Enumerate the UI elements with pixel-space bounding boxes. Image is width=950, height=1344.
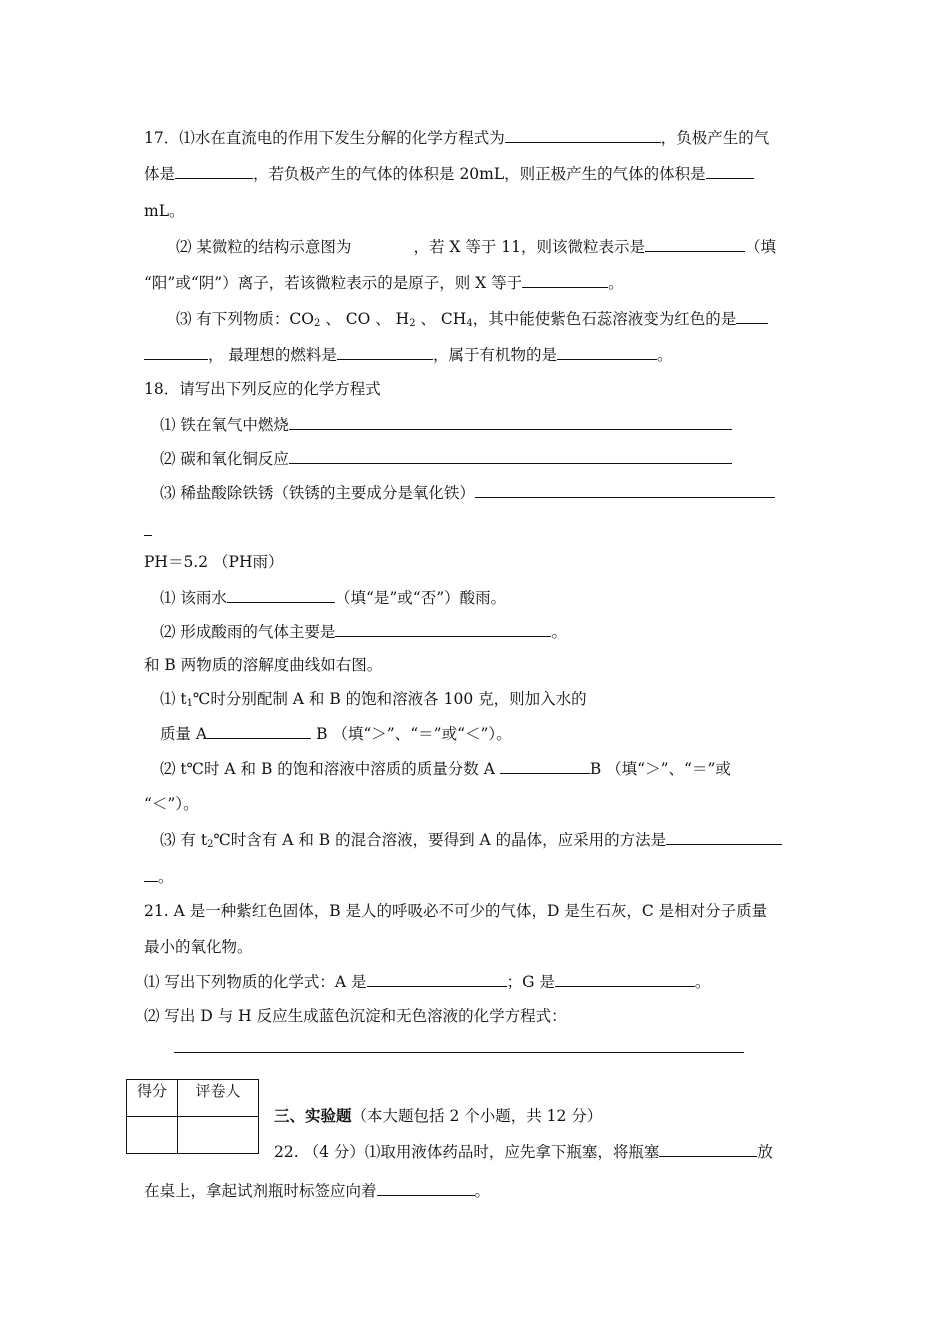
q17-text: mL。 — [144, 202, 185, 220]
subscript: 2 — [314, 318, 321, 329]
q17-text: 。 — [608, 274, 624, 292]
q20-item-1b — [160, 723, 512, 744]
score-table — [126, 1079, 259, 1154]
q19-item-1 — [160, 587, 506, 608]
q21-text: ⑴ 写出下列物质的化学式：A 是 — [144, 973, 367, 991]
answer-blank[interactable] — [289, 414, 732, 430]
q19-item-2 — [160, 621, 567, 642]
q21-line-1: 21. A 是一种紫红色固体，B 是人的呼吸必不可少的气体，D 是生石灰，C 是相对分子质量 — [144, 902, 768, 920]
q17-text: 体是 — [144, 165, 176, 183]
q17-line-1 — [144, 127, 769, 148]
answer-blank[interactable] — [522, 272, 608, 288]
answer-blank[interactable] — [337, 344, 433, 360]
answer-blank[interactable] — [666, 829, 782, 845]
q22-text: 22. （4 分）⑴取用液体药品时，应先拿下瓶塞，将瓶塞 — [274, 1143, 660, 1161]
q21-line-2: 最小的氧化物。 — [144, 938, 253, 956]
answer-blank[interactable] — [645, 236, 745, 252]
q18-overflow — [144, 520, 152, 541]
q17-text: ⑵ 某微粒的结构示意图为 — [176, 238, 352, 256]
q22-text: 在桌上，拿起试剂瓶时标签应向着 — [144, 1182, 377, 1200]
q22-line-1 — [274, 1141, 773, 1162]
q20-text: B （填“＞”、“＝”或 — [589, 760, 731, 778]
q19-text: ⑴ 该雨水 — [160, 589, 227, 607]
q17-line-6 — [176, 308, 768, 334]
q19-text: 。 — [551, 623, 567, 641]
q20-item-3 — [160, 829, 782, 855]
q20-text: 。 — [158, 868, 174, 886]
q17-text: “阳”或“阴”）离子，若该微粒表示的是原子，则 X 等于 — [144, 274, 523, 292]
answer-blank[interactable] — [505, 127, 661, 143]
q18-text: ⑵ 碳和氧化铜反应 — [160, 450, 289, 468]
q20-item-1 — [160, 689, 587, 714]
q17-text: ⑶ 有下列物质：CO — [176, 310, 314, 328]
answer-blank[interactable] — [335, 621, 551, 637]
grader-header: 评卷人 — [178, 1080, 259, 1117]
answer-blank[interactable] — [736, 308, 768, 324]
q20-text: ℃时含有 A 和 B 的混合溶液，要得到 A 的晶体，应采用的方法是 — [213, 831, 667, 849]
q17-text: ，若负极产生的气体的体积是 20mL，则正极产生的气体的体积是 — [253, 165, 706, 183]
answer-line[interactable] — [174, 1052, 744, 1053]
q18-text: ⑶ 稀盐酸除铁锈（铁锈的主要成分是氧化铁） — [160, 484, 475, 502]
answer-blank[interactable] — [555, 971, 695, 987]
q19-text: ⑵ 形成酸雨的气体主要是 — [160, 623, 336, 641]
q20-head: 和 B 两物质的溶解度曲线如右图。 — [144, 656, 383, 674]
subscript: 4 — [466, 318, 473, 329]
q20-text: B （填“＞”、“＝”或“＜”）。 — [316, 725, 512, 743]
q17-line-7 — [144, 344, 672, 365]
q17-line-3 — [144, 201, 185, 221]
q18-item-2 — [160, 448, 732, 469]
q20-text: ℃时分别配制 A 和 B 的饱和溶液各 100 克，则加入水的 — [193, 690, 587, 708]
answer-blank[interactable] — [227, 587, 335, 603]
q17-line-5 — [144, 272, 624, 293]
q17-text: ，若 X 等于 11，则该微粒表示是 — [413, 238, 645, 256]
answer-blank[interactable] — [144, 344, 208, 360]
score-header: 得分 — [127, 1080, 178, 1117]
section3-title: 三、实验题 — [274, 1106, 352, 1125]
q17-line-4 — [176, 236, 776, 257]
subscript: 2 — [409, 318, 416, 329]
q18-text: ⑴ 铁在氧气中燃烧 — [160, 416, 289, 434]
q20-text: ⑴ t — [160, 690, 187, 708]
q20-text: 质量 A — [160, 725, 208, 743]
q18-item-1 — [160, 414, 732, 435]
q22-text: 放 — [757, 1143, 773, 1161]
q17-text: 17．⑴水在直流电的作用下发生分解的化学方程式为 — [144, 129, 505, 147]
q19-text: （填“是”或“否”）酸雨。 — [334, 589, 507, 607]
q21-item-2: ⑵ 写出 D 与 H 反应生成蓝色沉淀和无色溶液的化学方程式： — [144, 1007, 567, 1025]
subscript: 2 — [207, 839, 214, 850]
q22-line-2 — [144, 1180, 490, 1201]
section3-note: （本大题包括 2 个小题，共 12 分） — [351, 1107, 603, 1125]
q17-text: （填 — [744, 238, 776, 256]
q17-text: 。 — [656, 346, 673, 364]
q21-text: 。 — [694, 973, 711, 991]
q21-text: ；G 是 — [506, 973, 555, 991]
answer-blank[interactable] — [706, 163, 754, 179]
answer-blank[interactable] — [500, 758, 590, 774]
subscript: 1 — [186, 698, 194, 709]
q17-text: 、 CO 、 H — [325, 310, 410, 328]
q20-item-2b: “＜”）。 — [144, 795, 199, 813]
q21-item-1 — [144, 971, 710, 992]
q17-text: ，属于有机物的是 — [432, 346, 557, 364]
answer-blank[interactable] — [175, 163, 253, 179]
q22-text: 。 — [474, 1182, 491, 1200]
q17-line-2 — [144, 163, 754, 184]
q17-text: 、 CH — [420, 310, 467, 328]
section3-heading — [274, 1106, 602, 1126]
answer-blank[interactable] — [557, 344, 657, 360]
q19-head: PH＝5.2 （PH雨） — [144, 553, 284, 571]
answer-blank[interactable] — [289, 448, 732, 464]
answer-blank[interactable] — [659, 1141, 757, 1157]
answer-blank[interactable] — [144, 866, 158, 882]
q17-text: ，负极产生的气 — [660, 129, 770, 147]
grader-cell[interactable] — [178, 1117, 259, 1154]
answer-blank[interactable] — [475, 482, 775, 498]
q18-title: 18．请写出下列反应的化学方程式 — [144, 380, 381, 398]
q20-text: ⑵ t℃时 A 和 B 的饱和溶液中溶质的质量分数 A — [160, 760, 495, 778]
answer-blank[interactable] — [377, 1180, 475, 1196]
q20-item-3b — [144, 866, 174, 887]
answer-blank[interactable] — [207, 723, 311, 739]
answer-blank[interactable] — [367, 971, 507, 987]
q20-item-2 — [160, 758, 731, 779]
q18-item-3 — [160, 482, 775, 503]
score-cell[interactable] — [127, 1117, 178, 1154]
q20-text: ⑶ 有 t — [160, 831, 208, 849]
q17-text: ，其中能使紫色石蕊溶液变为红色的是 — [472, 310, 737, 328]
q17-text: ， 最理想的燃料是 — [208, 346, 337, 364]
answer-blank[interactable] — [144, 520, 152, 536]
